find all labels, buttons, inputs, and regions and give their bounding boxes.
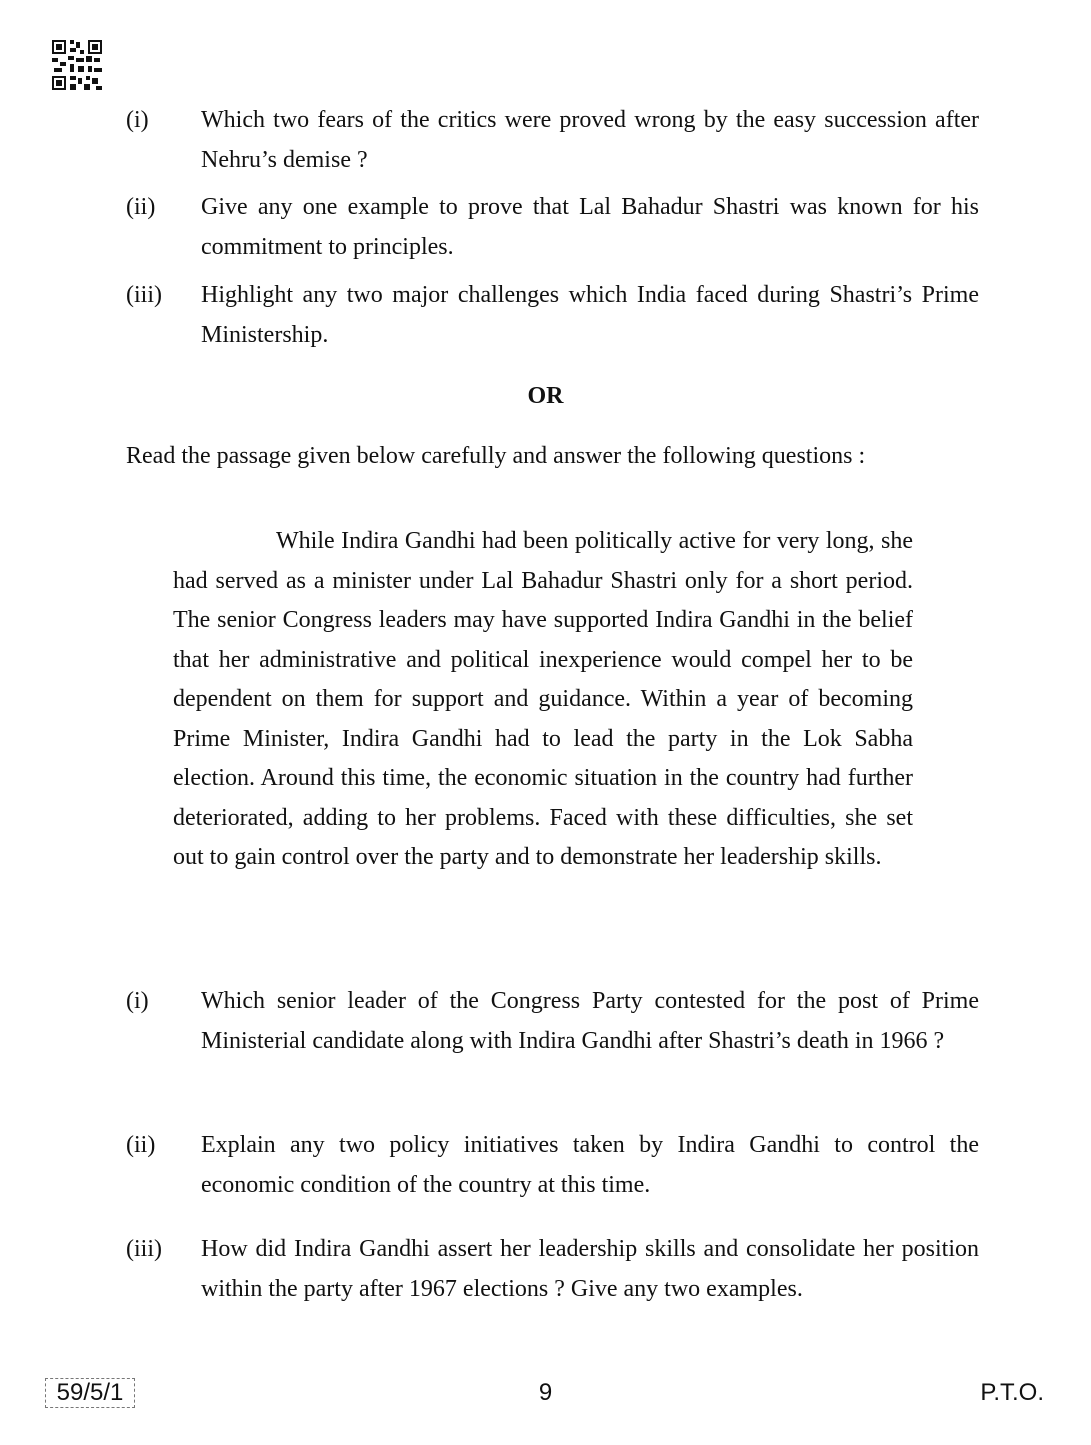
question-bottom-3 [126, 1229, 979, 1309]
qr-code [52, 40, 102, 90]
question-bottom-1 [126, 981, 979, 1061]
question-number: (ii) [126, 194, 156, 220]
paper-code: 59/5/1 [45, 1378, 135, 1408]
question-bottom-2 [126, 1125, 979, 1205]
question-text: Which two fears of the critics were proved wrong by the easy succession after Nehru’s demise ? [201, 107, 979, 173]
question-number: (ii) [126, 1132, 156, 1158]
question-top-2 [126, 187, 979, 267]
passage-text: While Indira Gandhi had been politically active for very long, she had served as a minister under Lal Bahadur Shastri only for a short period. The senior Congress leaders may have supported Indira Gandhi in the belief that her administrative and political inexperience would compel her to be dependent on them for support and guidance. Within a year of becoming Prime Minister, Indira Gandhi had to lead the party in the Lok Sabha election. Around this time, the economic situation in the country had further deteriorated, adding to her problems. Faced with these difficulties, she set out to gain control over the party and to demonstrate her leadership skills. [173, 528, 913, 870]
question-text: Explain any two policy initiatives taken by Indira Gandhi to control the economic condition of the country at this time. [201, 1132, 979, 1198]
pto-label: P.T.O. [980, 1379, 1044, 1406]
question-text: Give any one example to prove that Lal Bahadur Shastri was known for his commitment to principles. [201, 194, 979, 260]
page-number: 9 [538, 1379, 553, 1406]
passage-instruction: Read the passage given below carefully and answer the following questions : [126, 443, 866, 469]
question-text: How did Indira Gandhi assert her leadership skills and consolidate her position within the party after 1967 elections ? Give any two examples. [201, 1236, 979, 1302]
question-top-3 [126, 275, 979, 355]
question-number: (i) [126, 988, 149, 1014]
or-separator: OR [527, 383, 564, 409]
question-text: Which senior leader of the Congress Party contested for the post of Prime Ministerial candidate along with Indira Gandhi after Shastri’s death in 1966 ? [201, 988, 979, 1054]
question-number: (iii) [126, 282, 162, 308]
question-top-1 [126, 100, 979, 180]
question-number: (iii) [126, 1236, 162, 1262]
question-text: Highlight any two major challenges which India faced during Shastri’s Prime Ministership. [201, 282, 979, 348]
question-number: (i) [126, 107, 149, 133]
